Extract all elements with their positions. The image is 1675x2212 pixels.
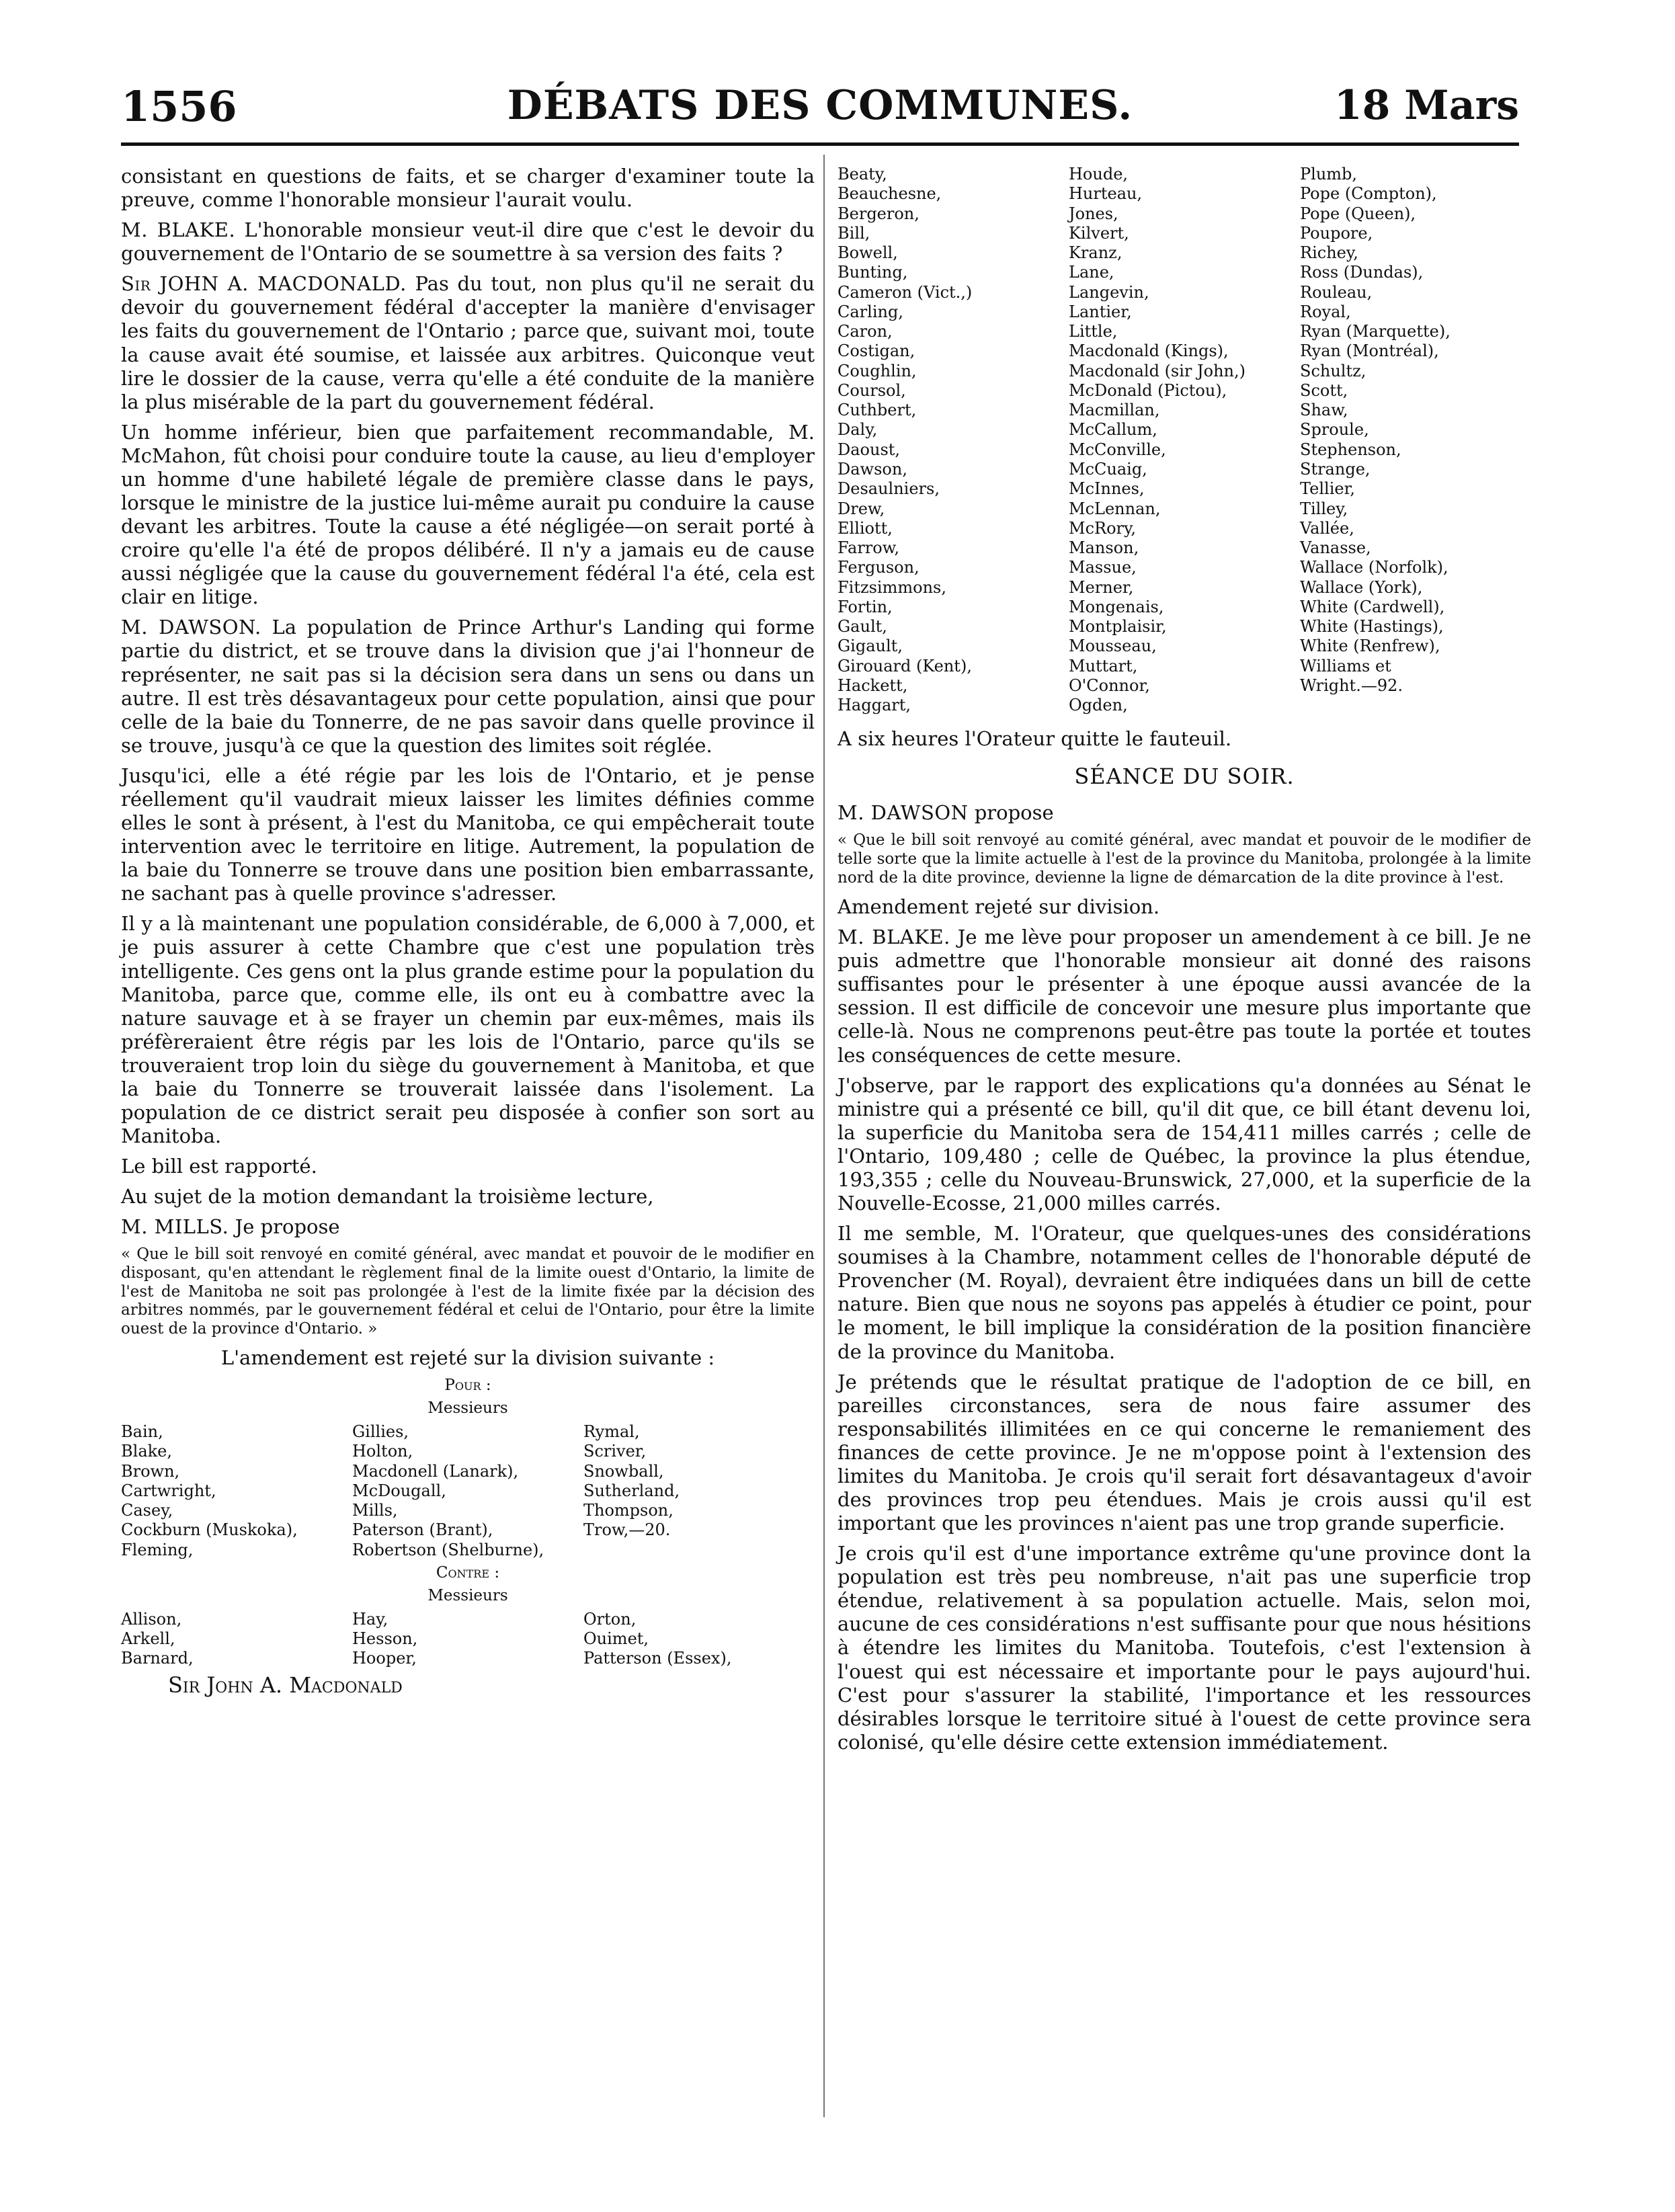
member-name: Rymal, — [583, 1422, 640, 1442]
member-name: Houde, — [1069, 165, 1129, 183]
member-name: Thompson, — [583, 1501, 673, 1520]
member-name — [583, 1541, 815, 1560]
member-name: Ryan (Montréal), — [1300, 341, 1439, 361]
member-name: Little, — [1069, 322, 1118, 341]
page-title: DÉBATS DES COMMUNES. — [507, 82, 1133, 129]
paragraph: consistant en questions de faits, et se charger d'examiner toute la preuve, comme l'honorable monsieur l'aurait voulu. — [121, 165, 815, 212]
member-name: Carling, — [838, 302, 903, 321]
member-name: Bain, — [121, 1422, 163, 1442]
page-number: 1556 — [121, 82, 237, 131]
messieurs-label: Messieurs — [427, 1399, 508, 1418]
member-name: Vallée, — [1300, 518, 1354, 538]
right-column — [838, 165, 1531, 1761]
member-name: Robertson (Shelburne), — [352, 1540, 544, 1559]
paragraph: Au sujet de la motion demandant la troisième lecture, — [121, 1185, 654, 1209]
member-name: Royal, — [1300, 302, 1351, 321]
member-name: Pope (Queen), — [1300, 204, 1416, 223]
member-name: Jones, — [1069, 204, 1118, 223]
member-name: Drew, — [838, 499, 885, 518]
member-name: Beaty, — [838, 165, 887, 183]
paragraph: Un homme inférieur, bien que parfaitement recommandable, M. McMahon, fût choisi pour conduire toute la cause, au lieu d'employer un homme d'une habileté légale de première classe dans le pays, lorsque le ministre de la justice lui-même aurait pu conduire la cause devant les arbitres. Toute la cause a été négligée—on serait porté à croire qu'elle l'a été de propos délibéré. Il n'y a jamais eu de cause aussi négligée que la cause du gouvernement fédéral l'a été, cela est clair en litige. — [121, 420, 815, 609]
member-name: Costigan, — [838, 341, 915, 361]
member-name: Lantier, — [1069, 302, 1132, 321]
signoff: Sir John A. Macdonald — [168, 1672, 403, 1698]
member-name: Montplaisir, — [1069, 617, 1167, 637]
page-header — [121, 82, 1519, 136]
member-name: Blake, — [121, 1442, 172, 1461]
member-name: Hesson, — [352, 1629, 418, 1648]
member-name: McCallum, — [1069, 420, 1157, 440]
speaker: M. BLAKE. — [838, 926, 950, 949]
speaker: M. BLAKE. — [121, 218, 236, 242]
speech: Pas du tout, non plus qu'il ne serait du devoir du gouvernement fédéral d'accepter la manière d'envisager les faits du gouvernement de l'Ontario ; parce que, suivant moi, toute la cause avait été soumise, et laissée aux arbitres. Quiconque veut lire le dossier de la cause, verra qu'elle a été conduite de la manière la plus misérable de la part du gouvernement fédéral. — [121, 272, 815, 413]
member-name: Gault, — [838, 617, 887, 637]
member-name: Farrow, — [838, 538, 900, 558]
paragraph: Jusqu'ici, elle a été régie par les lois de l'Ontario, et je pense réellement qu'il vaudrait mieux laisser les limites définies comme elles le sont à présent, à l'est du Manitoba, ce qui empêcherait toute intervention avec le territoire en litige. Autrement, la population de la baie du Tonnerre se trouve dans une position bien embarrassante, ne sachant pas à quelle province s'adresser. — [121, 764, 815, 905]
member-name: O'Connor, — [1069, 675, 1150, 695]
member-name: McDougall, — [352, 1481, 446, 1500]
member-name: Barnard, — [121, 1649, 194, 1668]
member-name: White (Cardwell), — [1300, 597, 1445, 616]
member-name: Mills, — [352, 1501, 398, 1520]
member-name: Hay, — [352, 1609, 389, 1629]
member-name: McLennan, — [1069, 499, 1161, 518]
paragraph: A six heures l'Orateur quitte le fauteuil. — [838, 727, 1232, 751]
member-name: Wallace (York), — [1300, 577, 1423, 597]
member-name: Macmillan, — [1069, 401, 1160, 420]
member-name: McDonald (Pictou), — [1069, 380, 1227, 400]
paragraph: Il y a là maintenant une population considérable, de 6,000 à 7,000, et je puis assurer à cette Chambre que c'est une population très intelligente. Ces gens ont la plus grande estime pour la population du Manitoba, parce que, comme elle, ils ont eu à combattre avec la nature sauvage et à se frayer un chemin par eux-mêmes, mais ils préfèreraient être régis par les lois de l'Ontario, parce qu'ils se trouveraient trop loin du siège du gouvernement à Manitoba, et que la baie du Tonnerre se trouverait laissée dans l'isolement. La population de ce district serait peu disposée à confier son sort au Manitoba. — [121, 912, 815, 1148]
member-name: Casey, — [121, 1501, 173, 1520]
section-heading: SÉANCE DU SOIR. — [1074, 763, 1295, 789]
contre-names-list — [121, 1610, 815, 1669]
speaker: M. DAWSON. — [121, 616, 261, 639]
paragraph — [121, 616, 815, 757]
member-name: McRory, — [1069, 518, 1137, 538]
member-name: Hackett, — [838, 675, 908, 695]
speech: La population de Prince Arthur's Landing qui forme partie du district, et se trouve dans la division que j'ai l'honneur de représenter, ne sait pas si la décision sera dans un sens ou dans un autre. Il est très désavantageux pour cette population, ainsi que pour celle de la baie du Tonnerre, de ne pas savoir dans quelle province il se trouve, jusqu'à ce que la question des limites soit réglée. — [121, 616, 815, 757]
speaker: M. DAWSON — [838, 801, 969, 825]
member-name: Kilvert, — [1069, 223, 1129, 243]
member-name: McInnes, — [1069, 479, 1145, 499]
member-name: Ouimet, — [583, 1629, 649, 1648]
paragraph: Amendement rejeté sur division. — [838, 895, 1160, 919]
member-name: Scriver, — [583, 1442, 647, 1461]
member-name: Vanasse, — [1300, 538, 1371, 558]
member-name: McCuaig, — [1069, 459, 1147, 479]
member-name: Cuthbert, — [838, 401, 917, 420]
member-name: White (Hastings), — [1300, 617, 1444, 637]
column-divider — [823, 155, 825, 2117]
paragraph — [838, 801, 1531, 825]
member-name: Coughlin, — [838, 361, 917, 380]
member-name: Schultz, — [1300, 361, 1366, 380]
member-name: Bill, — [838, 223, 870, 243]
member-name: Coursol, — [838, 380, 906, 400]
member-name: Muttart, — [1069, 656, 1138, 675]
member-name: Cartwright, — [121, 1481, 216, 1500]
member-name: Ogden, — [1069, 696, 1128, 715]
paragraph: Le bill est rapporté. — [121, 1155, 317, 1178]
member-name: Hooper, — [352, 1649, 417, 1668]
paragraph: Je prétends que le résultat pratique de l'adoption de ce bill, en pareilles circonstances, sera de nous faire assumer des responsabilités illimitées en ce qui concerne le remaniement des finances de cette province. Je ne m'oppose point à l'extension des limites du Manitoba. Je crois qu'il serait fort désavantageux d'avoir des provinces trop peu étendues. Mais je crois aussi qu'il est important que les provinces n'aient pas une trop grande superficie. — [838, 1370, 1531, 1535]
member-name: Cameron (Vict.,) — [838, 282, 973, 302]
member-name: Mousseau, — [1069, 637, 1157, 656]
member-name: Hurteau, — [1069, 184, 1143, 204]
member-name: Sutherland, — [583, 1481, 680, 1500]
header-rule — [121, 142, 1519, 146]
member-name: Manson, — [1069, 538, 1139, 558]
member-name: Caron, — [838, 322, 893, 341]
member-name: Beauchesne, — [838, 184, 942, 204]
member-name: Cockburn (Muskoka), — [121, 1520, 298, 1540]
member-name: Rouleau, — [1300, 282, 1373, 302]
member-name: Shaw, — [1300, 401, 1348, 420]
member-name: Desaulniers, — [838, 479, 940, 499]
member-name: Trow,—20. — [583, 1520, 671, 1540]
member-name: Richey, — [1300, 243, 1358, 263]
member-name: Plumb, — [1300, 165, 1358, 183]
member-name: McConville, — [1069, 440, 1166, 459]
member-name: Gillies, — [352, 1422, 409, 1442]
speech: propose — [974, 801, 1054, 825]
member-name: Snowball, — [583, 1461, 664, 1481]
member-name: Mongenais, — [1069, 597, 1164, 616]
member-name: Kranz, — [1069, 243, 1122, 263]
member-name: Macdonell (Lanark), — [352, 1461, 519, 1481]
member-name: Strange, — [1300, 459, 1371, 479]
member-name: Williams et — [1300, 656, 1391, 675]
paragraph — [121, 218, 815, 265]
member-name: Elliott, — [838, 518, 893, 538]
member-name: Pope (Compton), — [1300, 184, 1437, 204]
contre-names-continued — [838, 165, 1531, 715]
speech: Je propose — [235, 1215, 340, 1239]
paragraph: Il me semble, M. l'Orateur, que quelques-unes des considérations soumises à la Chambre, notamment celles de l'honorable député de Provencher (M. Royal), devraient être indiquées dans un bill de cette nature. Bien que nous ne soyons pas appelés à étudier ce point, pour le moment, le bill implique la considération de la position financière de la province du Manitoba. — [838, 1222, 1531, 1363]
page-date: 18 Mars — [1334, 82, 1519, 129]
speaker: Sir JOHN A. MACDONALD. — [121, 272, 407, 296]
member-name: White (Renfrew), — [1300, 637, 1440, 656]
member-name: Allison, — [121, 1609, 182, 1629]
member-name: Bunting, — [838, 263, 908, 282]
member-name: Macdonald (Kings), — [1069, 341, 1229, 361]
speech: Je me lève pour proposer un amendement à ce bill. Je ne puis admettre que l'honorable monsieur ait donné des raisons suffisantes pour le présenter à une époque aussi avancée de la session. Il est difficile de concevoir une mesure plus importante que celle-là. Nous ne comprenons peut-être pas toute la portée et toutes les conséquences de cette mesure. — [838, 926, 1531, 1067]
member-name: Daoust, — [838, 440, 901, 459]
member-name: Brown, — [121, 1461, 180, 1481]
paragraph: J'observe, par le rapport des explications qu'a données au Sénat le ministre qui a présenté ce bill, qu'il dit que, ce bill étant devenu loi, la superficie du Manitoba sera de 154,411 milles carrés ; celle de l'Ontario, 109,480 ; celle de Québec, la province la plus étendue, 193,355 ; celle du Nouveau-Brunswick, 27,000, et la superficie de la Nouvelle-Ecosse, 21,000 milles carrés. — [838, 1073, 1531, 1215]
member-name: Wallace (Norfolk), — [1300, 558, 1448, 577]
member-name: Patterson (Essex), — [583, 1649, 732, 1668]
member-name: Dawson, — [838, 459, 907, 479]
member-name: Fleming, — [121, 1540, 194, 1559]
member-name: Fortin, — [838, 597, 893, 616]
paragraph — [838, 926, 1531, 1067]
member-name: Haggart, — [838, 696, 911, 715]
member-name: Langevin, — [1069, 282, 1149, 302]
left-column — [121, 165, 815, 1698]
member-name: Massue, — [1069, 558, 1137, 577]
motion-quote: « Que le bill soit renvoyé au comité général, avec mandat et pouvoir de le modifier de telle sorte que la limite actuelle à l'est de la province du Manitoba, prolongée à la limite nord de la dite province, devienne la ligne de démarcation de la dite province à l'est. — [838, 831, 1531, 887]
member-name: Poupore, — [1300, 223, 1373, 243]
member-name: Bergeron, — [838, 204, 920, 223]
member-name: Ross (Dundas), — [1300, 263, 1424, 282]
paragraph: Je crois qu'il est d'une importance extrême qu'une province dont la population est très peu nombreuse, n'ait pas une superficie trop étendue, relativement à sa population actuelle. Mais, selon moi, aucune de ces considérations n'est suffisante pour que nous hésitions à étendre les limites du Manitoba. Toutefois, c'est l'extension à l'ouest qui est nécessaire et importante pour le pays aujourd'hui. C'est pour s'assurer la stabilité, l'importance et les ressources désirables lorsque le territoire situé à l'ouest de cette province sera colonisé, qu'elle désire cette extension immédiatement. — [838, 1542, 1531, 1754]
member-name: Ryan (Marquette), — [1300, 322, 1451, 341]
speech: L'honorable monsieur veut-il dire que c'est le devoir du gouvernement de l'Ontario de se soumettre à sa version des faits ? — [121, 218, 815, 265]
member-name: Girouard (Kent), — [838, 656, 972, 675]
member-name: Orton, — [583, 1609, 637, 1629]
member-name: Tilley, — [1300, 499, 1348, 518]
member-name: Gigault, — [838, 637, 903, 656]
member-name: Paterson (Brant), — [352, 1520, 493, 1540]
paragraph — [121, 1215, 815, 1239]
member-name: Holton, — [352, 1442, 413, 1461]
contre-label: Contre : — [436, 1563, 500, 1582]
member-name: Macdonald (sir John,) — [1069, 361, 1246, 380]
member-name: Bowell, — [838, 243, 898, 263]
member-name: Scott, — [1300, 380, 1348, 400]
speaker: M. MILLS. — [121, 1215, 229, 1239]
motion-quote: « Que le bill soit renvoyé en comité général, avec mandat et pouvoir de le modifier en disposant, qu'en attendant le règlement final de la limite ouest d'Ontario, la limite de l'est de Manitoba ne soit pas prolongée à l'est de la limite fixée par la décision des arbitres nommés, par le gouvernement fédéral et celui de l'Ontario, pour être la limite ouest de la province d'Ontario. » — [121, 1245, 815, 1338]
pour-label: Pour : — [444, 1377, 491, 1395]
division-intro: L'amendement est rejeté sur la division suivante : — [220, 1346, 715, 1370]
member-name: Fitzsimmons, — [838, 577, 946, 597]
member-name: Ferguson, — [838, 558, 920, 577]
member-name — [1300, 696, 1531, 715]
member-name: Wright.—92. — [1300, 675, 1403, 695]
member-name: Stephenson, — [1300, 440, 1401, 459]
member-name: Lane, — [1069, 263, 1114, 282]
member-name: Daly, — [838, 420, 878, 440]
member-name: Merner, — [1069, 577, 1134, 597]
member-name: Arkell, — [121, 1629, 175, 1648]
paragraph — [121, 272, 815, 413]
messieurs-label: Messieurs — [427, 1586, 508, 1604]
member-name: Tellier, — [1300, 479, 1356, 499]
pour-names-list — [121, 1422, 815, 1560]
member-name: Sproule, — [1300, 420, 1369, 440]
